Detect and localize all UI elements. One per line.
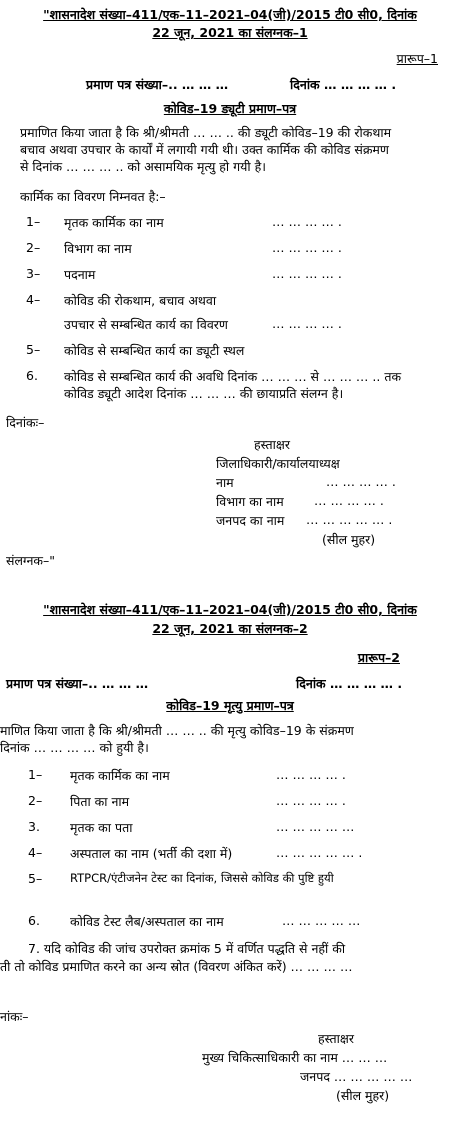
item-value: … … … … . <box>272 316 342 331</box>
item-value: … … … … . <box>276 767 346 782</box>
doc1-list-item <box>0 240 460 258</box>
item-label: पदनाम <box>64 267 96 282</box>
doc1-list-item <box>0 266 460 284</box>
doc2-title: कोविड–19 मृत्यु प्रमाण–पत्र <box>166 698 294 713</box>
item-label: मृतक कार्मिक का नाम <box>64 215 164 230</box>
item-number: 5– <box>26 342 41 357</box>
doc1-district-label: जनपद का नाम <box>216 513 285 528</box>
doc1-title: कोविड–19 ड्यूटी प्रमाण–पत्र <box>163 101 297 116</box>
doc1-list-item <box>0 292 460 310</box>
doc2-seal: (सील मुहर) <box>336 1088 390 1103</box>
item-label: उपचार से सम्बन्धित कार्य का विवरण <box>64 317 228 332</box>
doc2-form-label: प्रारूप–2 <box>357 650 400 665</box>
doc1-enclosure: संलग्नक–" <box>6 553 55 568</box>
item-label: अस्पताल का नाम (भर्ती की दशा में) <box>70 846 233 861</box>
doc1-date-label: दिनांकः– <box>6 415 45 430</box>
item-number: 6. <box>26 368 38 383</box>
doc2-date-label: नांकः– <box>0 1009 29 1024</box>
doc1-para-line1: प्रमाणित किया जाता है कि श्री/श्रीमती … … .. की ड्यूटी कोविड–19 की रोकथाम <box>20 125 392 140</box>
item-number: 2– <box>26 240 41 255</box>
doc1-signature-label: हस्ताक्षर <box>254 437 290 452</box>
doc2-heading-line1: "शासनादेश संख्या–411/एक–11–2021–04(जी)/2015 टी0 सी0, दिनांक <box>43 602 417 617</box>
item-number: 4– <box>28 845 43 860</box>
item-number: 3. <box>28 819 40 834</box>
doc1-form-label: प्रारूप–1 <box>396 51 438 66</box>
doc1-seal: (सील मुहर) <box>322 532 376 547</box>
doc2-list-item <box>0 767 460 785</box>
doc2-item7-line2: ती तो कोविड प्रमाणित करने का अन्य स्रोत (विवरण अंकित करें) … … … … <box>0 959 353 974</box>
doc2-heading-line2: 22 जून, 2021 का संलग्नक–2 <box>152 621 308 636</box>
item-label: मृतक कार्मिक का नाम <box>70 768 170 783</box>
doc1-name-label: नाम <box>216 475 234 490</box>
doc2-list-item <box>0 819 460 837</box>
doc1-paragraph <box>20 124 450 175</box>
doc2-para-line2: दिनांक … … … … को हुयी है। <box>0 740 149 755</box>
doc2-district: जनपद … … … … … <box>300 1069 413 1084</box>
doc1-cert-number: प्रमाण पत्र संख्या–.. … … … <box>86 77 229 92</box>
doc1-officer-designation: जिलाधिकारी/कार्यालयाध्यक्ष <box>216 456 340 471</box>
doc1-details-intro: कार्मिक का विवरण निम्नवत है:– <box>20 189 166 204</box>
item-value: … … … … . <box>272 240 342 255</box>
doc1-name-value: … … … … . <box>326 474 396 489</box>
item-number: 1– <box>28 767 43 782</box>
doc1-heading-line2: 22 जून, 2021 का संलग्नक–1 <box>152 25 308 40</box>
doc1-list-item <box>0 385 460 403</box>
doc2-para-line1: माणित किया जाता है कि श्री/श्रीमती … … .. की मृत्यु कोविड–19 के संक्रमण <box>0 723 354 738</box>
doc1-para-line2: बचाव अथवा उपचार के कार्यों में लगायी गयी थी। उक्त कार्मिक की कोविड संक्रमण <box>20 142 389 157</box>
item-number: 5– <box>28 871 43 886</box>
item-value: … … … … . <box>272 214 342 229</box>
item-label: RTPCR/एंटीजनेन टेस्ट का दिनांक, जिससे कोविड की पुष्टि हुयी <box>70 871 334 885</box>
item-value: … … … … … <box>276 819 355 834</box>
item-value: … … … … . <box>272 266 342 281</box>
doc1-list-item <box>0 316 460 334</box>
doc1-dept-label: विभाग का नाम <box>216 494 284 509</box>
doc2-date: दिनांक … … … … . <box>296 676 403 691</box>
doc1-district-value: … … … … … . <box>306 512 393 527</box>
doc2-cmo-name: मुख्य चिकित्साधिकारी का नाम … … … <box>202 1050 388 1065</box>
doc2-list-item <box>0 845 460 863</box>
doc2-list-item <box>0 871 460 889</box>
doc2-cert-number: प्रमाण पत्र संख्या–.. … … … <box>6 676 149 691</box>
doc2-list-item <box>0 793 460 811</box>
item-label: मृतक का पता <box>70 820 133 835</box>
doc2-list-item <box>0 913 460 931</box>
doc1-para-line3: से दिनांक … … … .. को असामयिक मृत्यु हो गयी है। <box>20 159 267 174</box>
item-number: 3– <box>26 266 41 281</box>
doc2-signature-label: हस्ताक्षर <box>318 1031 354 1046</box>
item-number: 4– <box>26 292 41 307</box>
doc1-date: दिनांक … … … … . <box>290 77 397 92</box>
doc1-dept-value: … … … … . <box>314 493 384 508</box>
doc1-list-item <box>0 214 460 232</box>
item-label: कोविड टेस्ट लैब/अस्पताल का नाम <box>70 914 224 929</box>
doc1-heading-line1: "शासनादेश संख्या–411/एक–11–2021–04(जी)/2015 टी0 सी0, दिनांक <box>43 7 417 22</box>
item-label: विभाग का नाम <box>64 241 132 256</box>
doc2-item7-line1: 7. यदि कोविड की जांच उपरोक्त क्रमांक 5 में वर्णित पद्धति से नहीं की <box>28 941 346 956</box>
item-label: कोविड ड्यूटी आदेश दिनांक … … … की छायाप्रति संलग्न है। <box>64 386 344 401</box>
item-label: कोविड से सम्बन्धित कार्य का ड्यूटी स्थल <box>64 343 245 358</box>
doc1-list-item <box>0 368 460 386</box>
item-number: 6. <box>28 913 40 928</box>
item-label: कोविड से सम्बन्धित कार्य की अवधि दिनांक … … … से … … … .. तक <box>64 369 402 384</box>
item-number: 2– <box>28 793 43 808</box>
doc2-paragraph <box>0 722 458 756</box>
item-label: कोविड की रोकथाम, बचाव अथवा <box>64 293 217 308</box>
doc1-list-item <box>0 342 460 360</box>
item-label: पिता का नाम <box>70 794 130 809</box>
item-value: … … … … … . <box>276 845 363 860</box>
item-value: … … … … … <box>282 913 361 928</box>
item-number: 1– <box>26 214 41 229</box>
item-value: … … … … . <box>276 793 346 808</box>
